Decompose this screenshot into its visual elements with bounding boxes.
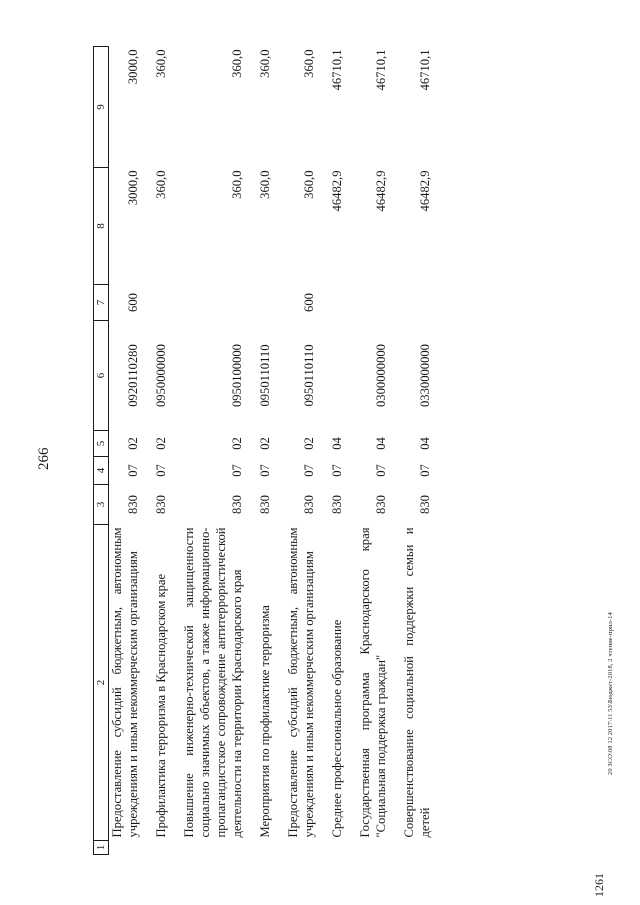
- cell-sum-2: 46710,1: [330, 49, 344, 91]
- cell-sum-2: 3000,0: [126, 49, 140, 85]
- cell-sum-2: 46710,1: [418, 49, 432, 91]
- cell-vr: [329, 285, 345, 321]
- cell-csr: 0950110110: [258, 344, 272, 407]
- cell-pr: 02: [126, 437, 140, 450]
- col-header-2: 2: [94, 525, 109, 841]
- cell-sum-1: 46482,9: [418, 170, 432, 212]
- table-row: [401, 47, 433, 855]
- cell-sum-2: 360,0: [230, 49, 244, 78]
- table-row: [357, 47, 389, 855]
- cell-pr: 02: [154, 437, 168, 450]
- cell-ved: 830: [258, 495, 272, 514]
- cell-rz: 07: [330, 464, 344, 477]
- cell-ved: 830: [126, 495, 140, 514]
- table-row: [329, 47, 345, 855]
- cell-pr: 04: [330, 437, 344, 450]
- cell-vr: [153, 285, 169, 321]
- cell-sum-1: 360,0: [258, 170, 272, 199]
- row-name: Предоставление субсидий бюджетным, автономным учреждениям и иным некоммерческим организациям: [286, 527, 316, 838]
- cell-csr: 0330000000: [418, 344, 432, 407]
- cell-sum-2: 360,0: [154, 49, 168, 78]
- cell-pr: 04: [374, 437, 388, 450]
- table-row: [181, 47, 245, 855]
- col-header-6: 6: [94, 321, 109, 431]
- table-row: [285, 47, 317, 855]
- cell-pr: 04: [418, 437, 432, 450]
- col-header-4: 4: [94, 457, 109, 485]
- cell-vr: 600: [302, 293, 316, 312]
- budget-table: [93, 46, 433, 855]
- cell-rz: 07: [374, 464, 388, 477]
- col-header-8: 8: [94, 168, 109, 285]
- cell-csr: 0920110280: [126, 344, 140, 407]
- row-name: Среднее профессиональное образование: [330, 619, 344, 838]
- cell-sum-1: 46482,9: [374, 170, 388, 212]
- row-name: Мероприятия по профилактике терроризма: [258, 605, 272, 838]
- cell-ved: 830: [154, 495, 168, 514]
- cell-pr: 02: [258, 437, 272, 450]
- cell-ved: 830: [230, 495, 244, 514]
- header-row: [94, 47, 109, 855]
- footer-file-path: 20 ЗСО\08 12 2017\11 53\Бюджет-2018, 2 чтение-прил-14: [607, 612, 614, 775]
- cell-csr: 0950000000: [154, 344, 168, 407]
- cell-csr: 0950100000: [230, 344, 244, 407]
- corner-page-number: 1261: [592, 873, 606, 897]
- cell-sum-2: 46710,1: [374, 49, 388, 91]
- row-name: Предоставление субсидий бюджетным, автономным учреждениям и иным некоммерческим организациям: [110, 527, 140, 838]
- cell-ved: 830: [330, 495, 344, 514]
- cell-csr: [329, 321, 345, 431]
- cell-ved: 830: [302, 495, 316, 514]
- cell-rz: 07: [258, 464, 272, 477]
- table-row: [257, 47, 273, 855]
- cell-vr: [401, 285, 433, 321]
- cell-pr: 02: [302, 437, 316, 450]
- table-row: [109, 47, 142, 855]
- cell-rz: 07: [126, 464, 140, 477]
- cell-ved: 830: [418, 495, 432, 514]
- page-number: 266: [36, 447, 52, 470]
- cell-rz: 07: [302, 464, 316, 477]
- cell-sum-1: 360,0: [154, 170, 168, 199]
- cell-sum-2: 360,0: [302, 49, 316, 78]
- col-header-5: 5: [94, 431, 109, 457]
- cell-vr: [257, 285, 273, 321]
- cell-sum-2: 360,0: [258, 49, 272, 78]
- cell-sum-1: 3000,0: [126, 170, 140, 206]
- col-header-3: 3: [94, 485, 109, 525]
- cell-pr: 02: [230, 437, 244, 450]
- cell-vr: [181, 285, 245, 321]
- cell-rz: 07: [418, 464, 432, 477]
- cell-csr: 0950110110: [302, 344, 316, 407]
- table-row: [153, 47, 169, 855]
- cell-sum-1: 46482,9: [330, 170, 344, 212]
- col-header-7: 7: [94, 285, 109, 321]
- col-header-9: 9: [94, 47, 109, 168]
- cell-rz: 07: [230, 464, 244, 477]
- cell-vr: 600: [126, 293, 140, 312]
- cell-sum-1: 360,0: [230, 170, 244, 199]
- col-header-1: 1: [94, 841, 109, 855]
- cell-vr: [357, 285, 389, 321]
- cell-rz: 07: [154, 464, 168, 477]
- row-name: Совершенствование социальной поддержки семьи и детей: [402, 527, 432, 838]
- cell-sum-1: 360,0: [302, 170, 316, 199]
- row-name: Государственная программа Краснодарского края "Социальная поддержка граждан": [358, 527, 388, 838]
- cell-ved: 830: [374, 495, 388, 514]
- cell-csr: 0300000000: [374, 344, 388, 407]
- row-name: Профилактика терроризма в Краснодарском крае: [154, 573, 168, 838]
- row-name: Повышение инженерно-технической защищенности социально значимых объектов, а также информационно-пропагандистское сопровождение антитеррористической деятельности на территории Краснодарского края: [182, 527, 244, 838]
